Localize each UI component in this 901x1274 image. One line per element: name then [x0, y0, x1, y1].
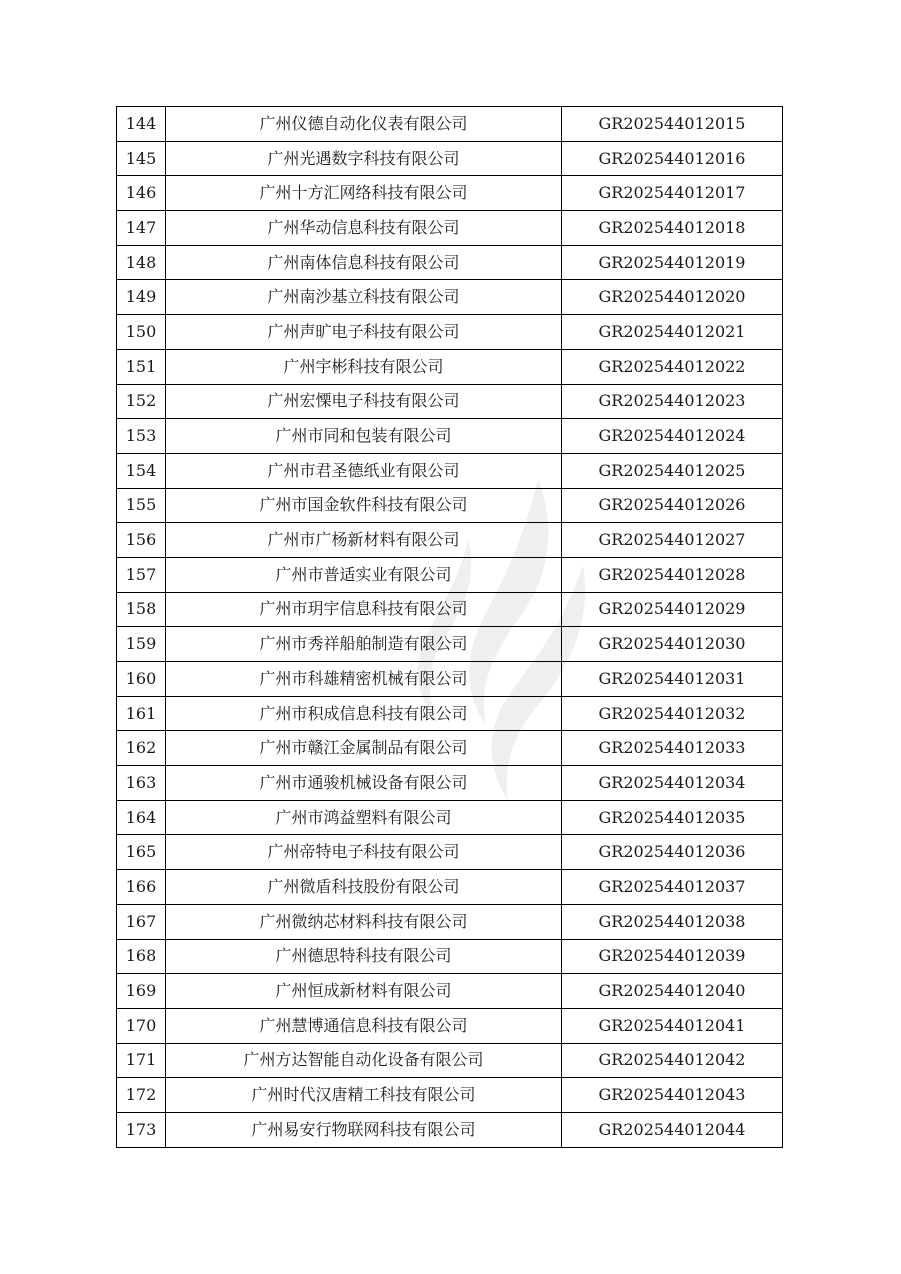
table-row — [117, 696, 783, 731]
company-name: 广州恒成新材料有限公司 — [166, 974, 562, 1009]
company-name: 广州微盾科技股份有限公司 — [166, 870, 562, 905]
table-row — [117, 349, 783, 384]
row-number: 164 — [117, 800, 166, 835]
table-row — [117, 176, 783, 211]
certificate-number: GR202544012015 — [562, 107, 783, 142]
certificate-number: GR202544012040 — [562, 974, 783, 1009]
table-row — [117, 800, 783, 835]
table-row — [117, 835, 783, 870]
certificate-number: GR202544012035 — [562, 800, 783, 835]
certificate-number: GR202544012042 — [562, 1043, 783, 1078]
row-number: 161 — [117, 696, 166, 731]
row-number: 158 — [117, 592, 166, 627]
company-name: 广州华动信息科技有限公司 — [166, 211, 562, 246]
row-number: 167 — [117, 904, 166, 939]
certificate-number: GR202544012043 — [562, 1078, 783, 1113]
certificate-number: GR202544012037 — [562, 870, 783, 905]
row-number: 155 — [117, 488, 166, 523]
row-number: 168 — [117, 939, 166, 974]
table-row — [117, 627, 783, 662]
certificate-number: GR202544012033 — [562, 731, 783, 766]
certificate-number: GR202544012027 — [562, 523, 783, 558]
row-number: 145 — [117, 141, 166, 176]
table-row — [117, 523, 783, 558]
row-number: 173 — [117, 1112, 166, 1147]
company-name: 广州市秀祥船舶制造有限公司 — [166, 627, 562, 662]
row-number: 149 — [117, 280, 166, 315]
company-name: 广州易安行物联网科技有限公司 — [166, 1112, 562, 1147]
table-row — [117, 904, 783, 939]
row-number: 171 — [117, 1043, 166, 1078]
row-number: 156 — [117, 523, 166, 558]
company-name: 广州仪德自动化仪表有限公司 — [166, 107, 562, 142]
table-row — [117, 1008, 783, 1043]
certificate-number: GR202544012016 — [562, 141, 783, 176]
row-number: 148 — [117, 245, 166, 280]
certificate-number: GR202544012022 — [562, 349, 783, 384]
certificate-number: GR202544012017 — [562, 176, 783, 211]
row-number: 172 — [117, 1078, 166, 1113]
company-name: 广州市通骏机械设备有限公司 — [166, 766, 562, 801]
table-row — [117, 488, 783, 523]
company-name: 广州光遇数字科技有限公司 — [166, 141, 562, 176]
certificate-number: GR202544012038 — [562, 904, 783, 939]
row-number: 166 — [117, 870, 166, 905]
company-name: 广州市国金软件科技有限公司 — [166, 488, 562, 523]
certificate-number: GR202544012025 — [562, 453, 783, 488]
company-name: 广州十方汇网络科技有限公司 — [166, 176, 562, 211]
certificate-number: GR202544012019 — [562, 245, 783, 280]
company-name: 广州市同和包装有限公司 — [166, 419, 562, 454]
certificate-number: GR202544012018 — [562, 211, 783, 246]
row-number: 153 — [117, 419, 166, 454]
company-name: 广州市积成信息科技有限公司 — [166, 696, 562, 731]
company-name: 广州市广杨新材料有限公司 — [166, 523, 562, 558]
row-number: 152 — [117, 384, 166, 419]
certificate-number: GR202544012034 — [562, 766, 783, 801]
table-row — [117, 766, 783, 801]
row-number: 154 — [117, 453, 166, 488]
certificate-number: GR202544012031 — [562, 662, 783, 697]
certificate-number: GR202544012032 — [562, 696, 783, 731]
table-row — [117, 870, 783, 905]
table-row — [117, 315, 783, 350]
table-row — [117, 1078, 783, 1113]
row-number: 150 — [117, 315, 166, 350]
certificate-number: GR202544012029 — [562, 592, 783, 627]
table-row — [117, 974, 783, 1009]
company-name: 广州声旷电子科技有限公司 — [166, 315, 562, 350]
certificate-number: GR202544012020 — [562, 280, 783, 315]
certificate-number: GR202544012021 — [562, 315, 783, 350]
row-number: 146 — [117, 176, 166, 211]
certificate-number: GR202544012030 — [562, 627, 783, 662]
company-name: 广州市鸿益塑料有限公司 — [166, 800, 562, 835]
table-row — [117, 731, 783, 766]
certificate-number: GR202544012024 — [562, 419, 783, 454]
table-row — [117, 592, 783, 627]
company-name: 广州宇彬科技有限公司 — [166, 349, 562, 384]
company-name: 广州德思特科技有限公司 — [166, 939, 562, 974]
company-name: 广州南体信息科技有限公司 — [166, 245, 562, 280]
row-number: 147 — [117, 211, 166, 246]
company-table — [116, 106, 783, 1148]
certificate-number: GR202544012044 — [562, 1112, 783, 1147]
table-row — [117, 141, 783, 176]
company-name: 广州市普适实业有限公司 — [166, 557, 562, 592]
row-number: 144 — [117, 107, 166, 142]
table-row — [117, 662, 783, 697]
table-row — [117, 384, 783, 419]
company-name: 广州南沙基立科技有限公司 — [166, 280, 562, 315]
table-row — [117, 939, 783, 974]
certificate-number: GR202544012023 — [562, 384, 783, 419]
company-name: 广州市赣江金属制品有限公司 — [166, 731, 562, 766]
company-name: 广州市君圣德纸业有限公司 — [166, 453, 562, 488]
table-row — [117, 107, 783, 142]
company-name: 广州微纳芯材料科技有限公司 — [166, 904, 562, 939]
table-row — [117, 1112, 783, 1147]
certificate-number: GR202544012028 — [562, 557, 783, 592]
company-name: 广州市科雄精密机械有限公司 — [166, 662, 562, 697]
company-name: 广州慧博通信息科技有限公司 — [166, 1008, 562, 1043]
row-number: 165 — [117, 835, 166, 870]
certificate-number: GR202544012036 — [562, 835, 783, 870]
row-number: 163 — [117, 766, 166, 801]
company-name: 广州方达智能自动化设备有限公司 — [166, 1043, 562, 1078]
table-row — [117, 211, 783, 246]
table-row — [117, 280, 783, 315]
table-row — [117, 557, 783, 592]
row-number: 169 — [117, 974, 166, 1009]
table-row — [117, 1043, 783, 1078]
company-name: 广州时代汉唐精工科技有限公司 — [166, 1078, 562, 1113]
row-number: 157 — [117, 557, 166, 592]
row-number: 159 — [117, 627, 166, 662]
row-number: 170 — [117, 1008, 166, 1043]
certificate-number: GR202544012041 — [562, 1008, 783, 1043]
company-name: 广州宏慄电子科技有限公司 — [166, 384, 562, 419]
row-number: 151 — [117, 349, 166, 384]
company-name: 广州市玥宇信息科技有限公司 — [166, 592, 562, 627]
row-number: 162 — [117, 731, 166, 766]
certificate-number: GR202544012026 — [562, 488, 783, 523]
table-row — [117, 453, 783, 488]
table-row — [117, 245, 783, 280]
company-name: 广州帝特电子科技有限公司 — [166, 835, 562, 870]
certificate-number: GR202544012039 — [562, 939, 783, 974]
row-number: 160 — [117, 662, 166, 697]
table-row — [117, 419, 783, 454]
